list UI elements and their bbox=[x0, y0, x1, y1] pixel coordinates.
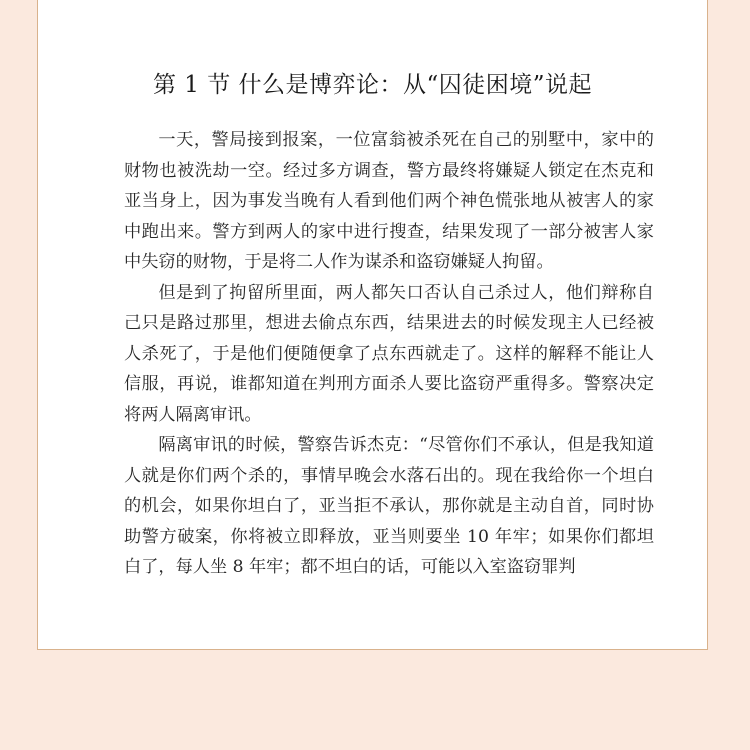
chapter-title: 第 1 节 什么是博弈论：从“囚徒困境”说起 bbox=[152, 72, 593, 98]
paragraph: 但是到了拘留所里面，两人都矢口否认自己杀过人，他们辩称自己只是路过那里，想进去偷点东西，结果进去的时候发现主人已经被人杀死了，于是他们便随便拿了点东西就走了。这样的解释不能让人信服，再说，谁都知道在判刑方面杀人要比盗窃严重得多。警察决定将两人隔离审讯。 bbox=[124, 282, 654, 425]
paragraph: 一天，警局接到报案，一位富翁被杀死在自己的别墅中，家中的财物也被洗劫一空。经过多方调查，警方最终将嫌疑人锁定在杰克和亚当身上，因为事发当晚有人看到他们两个神色慌张地从被害人的家中跑出来。警方到两人的家中进行搜查，结果发现了一部分被害人家中失窃的财物，于是将二人作为谋杀和盗窃嫌疑人拘留。 bbox=[124, 130, 654, 272]
book-page bbox=[37, 0, 708, 650]
paragraph: 隔离审讯的时候，警察告诉杰克：“尽管你们不承认，但是我知道人就是你们两个杀的，事情早晚会水落石出的。现在我给你一个坦白的机会，如果你坦白了，亚当拒不承认，那你就是主动自首，同时协助警方破案，你将被立即释放，亚当则要坐 10 年牢；如果你们都坦白了，每人坐 8 年牢；都不坦白的话，可能以入室盗窃罪判 bbox=[124, 435, 654, 577]
body-text bbox=[124, 125, 654, 583]
